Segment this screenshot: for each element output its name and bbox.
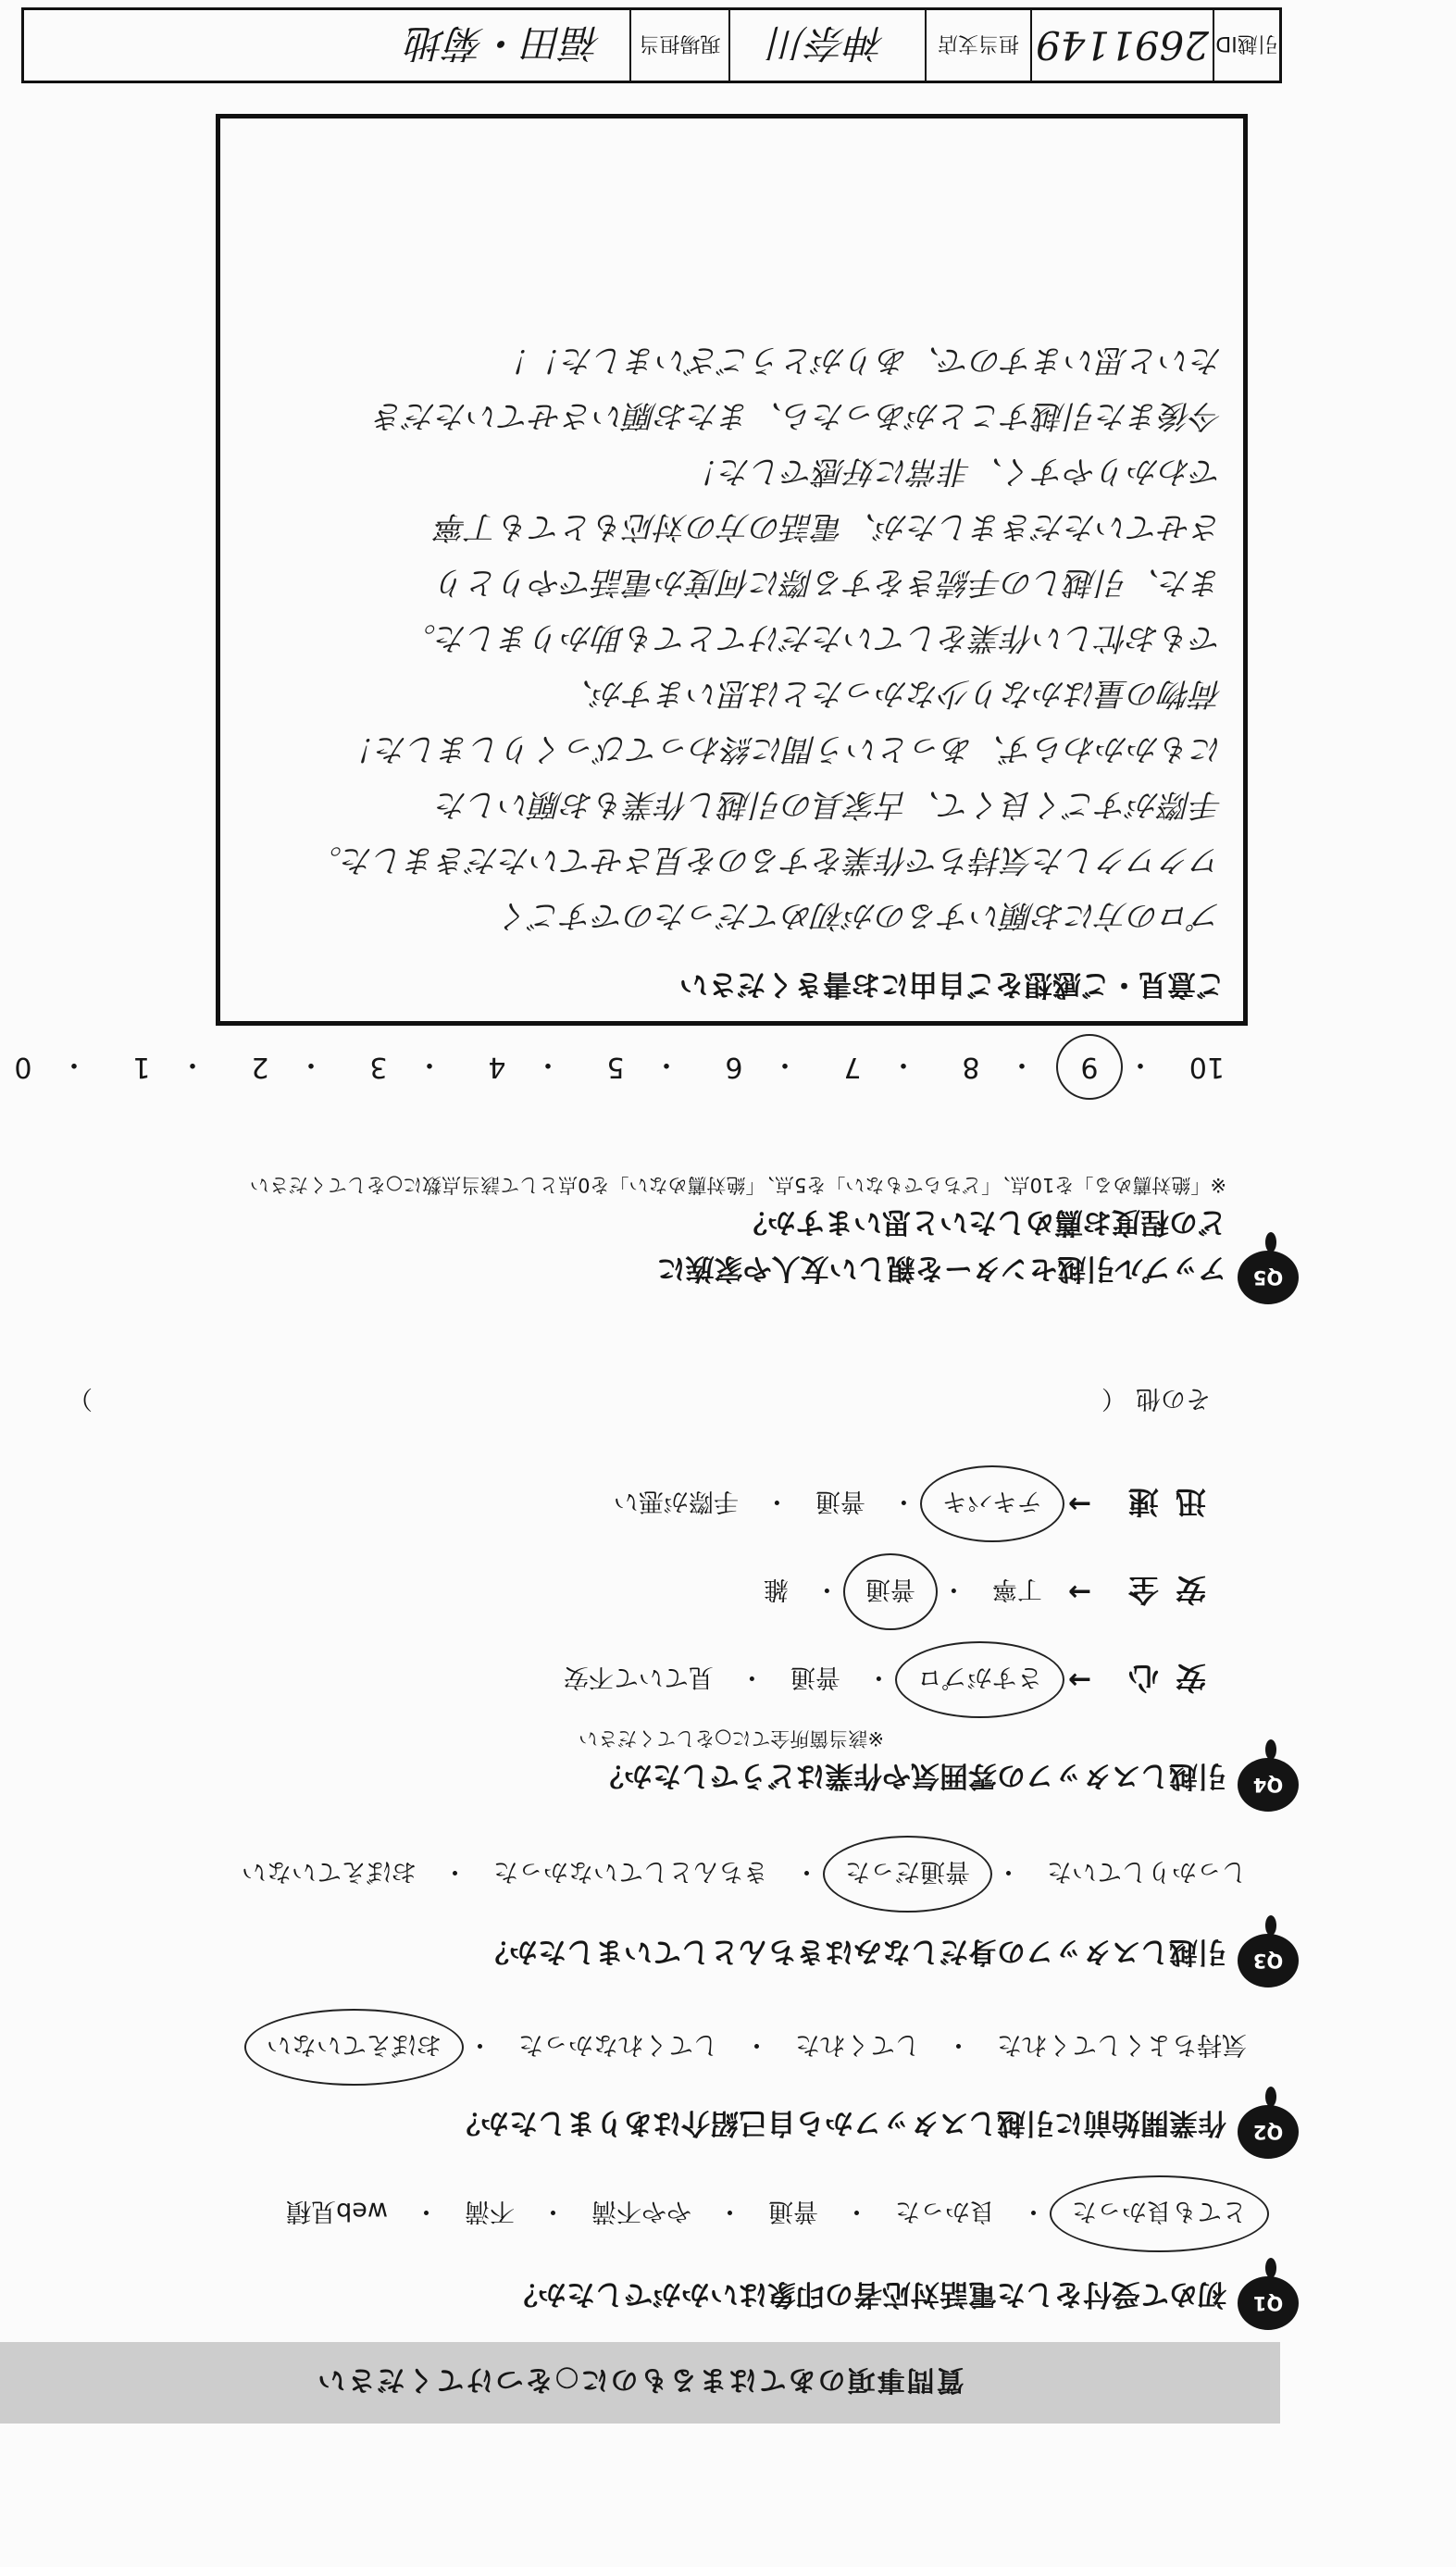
- q5-score-9[interactable]: 9: [1073, 1052, 1106, 1084]
- arrow-right-icon: →: [1067, 1576, 1091, 1608]
- handwritten-comment: [237, 332, 1223, 943]
- q4-note: ※該当箇所全てに○をしてください: [579, 1727, 884, 1750]
- q5-score-1[interactable]: 1: [132, 1051, 151, 1084]
- comment-line: また、引越しの手続きをする際に何度か電話でやりとり: [436, 564, 1223, 601]
- move-id-label: 引越ID: [1213, 10, 1279, 81]
- q3-options: しっかりしていた ・ 普通だった ・ きちんとしていなかった ・ おぼえていない: [236, 1852, 1252, 1896]
- arrow-right-icon: →: [1067, 1488, 1091, 1520]
- comment-line: たいと思いますので、ありがとうございました！！: [499, 342, 1223, 379]
- q5-score-4[interactable]: 4: [488, 1051, 506, 1084]
- q5-scale: 10 ・ 9 ・ 8 ・ 7 ・ 6 ・ 5 ・ 4 ・ 3 ・ 2 ・ 1 ・ 0: [6, 1047, 1225, 1088]
- q3-text: 引越しスタッフの身だしなみはきちんとしていましたか？: [480, 1935, 1226, 1968]
- comment-line: させていただきましたが、電話の方の対応もとても丁寧: [436, 508, 1223, 545]
- q5-score-6[interactable]: 6: [725, 1051, 743, 1084]
- comment-line: 手際がすごく良くて、古家具の引越し作業もお願いした: [436, 786, 1223, 823]
- question-1: [509, 2271, 1284, 2317]
- q4-badge: Q4: [1238, 1758, 1299, 1812]
- comment-line: にもかかわらず、あっという間に終わってびっくりしました！: [344, 730, 1223, 767]
- q4-safety-option-normal[interactable]: 普通: [860, 1570, 921, 1614]
- q4-row-safety: 安全 → 丁寧 ・ 普通 ・ 雑: [758, 1570, 1206, 1614]
- q4-other-input[interactable]: [102, 1383, 1092, 1419]
- q4-speed-option-clumsy[interactable]: 手際が悪い: [613, 1487, 739, 1515]
- question-2: [452, 2100, 1284, 2146]
- comment-line: でわかりやすく、非常に好感でした！: [688, 453, 1223, 490]
- arrow-right-icon: →: [1067, 1664, 1091, 1696]
- q5-score-0[interactable]: 0: [14, 1051, 32, 1084]
- q4-row-label-relief: 安心: [1112, 1660, 1206, 1696]
- q1-option-good[interactable]: 良かった: [895, 2197, 995, 2225]
- q5-score-3[interactable]: 3: [369, 1051, 388, 1084]
- q2-options: 気持ちよくしてくれた ・ してくれた ・ してくれなかった ・ おぼえていない: [261, 2025, 1252, 2069]
- q1-option-normal[interactable]: 普通: [768, 2197, 818, 2225]
- id-strip: [21, 7, 1282, 83]
- q4-safety-option-rough[interactable]: 雑: [763, 1575, 789, 1603]
- q3-option-neat[interactable]: しっかりしていた: [1047, 1857, 1247, 1886]
- q5-score-7[interactable]: 7: [843, 1051, 862, 1084]
- q3-badge: Q3: [1238, 1934, 1299, 1988]
- q5-score-8[interactable]: 8: [962, 1051, 980, 1084]
- q5-note: ※「絶対薦める」を10点、「どちらでもない」を5点、「絶対薦めない」を0点として該当点数に○をしてください: [249, 1174, 1226, 1196]
- q1-text: 初めて受付をした電話対応者の印象はいかがでしたか？: [509, 2277, 1226, 2311]
- q5-score-2[interactable]: 2: [251, 1051, 269, 1084]
- q4-other-label: その他: [1136, 1384, 1211, 1413]
- q4-relief-option-pro[interactable]: さすがプロ: [912, 1658, 1048, 1701]
- q1-badge: Q1: [1238, 2276, 1299, 2330]
- q4-relief-option-normal[interactable]: 普通: [790, 1663, 840, 1691]
- question-3: [480, 1928, 1284, 1975]
- move-id-value: 2691149: [1030, 10, 1213, 81]
- q4-row-relief: 安心 → さすがプロ ・ 普通 ・ 見ていて不安: [558, 1658, 1206, 1701]
- comment-line: 今後また引越すことがあったら、またお願いさせていただき: [373, 397, 1223, 434]
- comment-line: プロの方にお願いするのが初めてだったのですごく: [499, 897, 1223, 934]
- q3-option-not-neat[interactable]: きちんとしていなかった: [493, 1857, 768, 1886]
- q4-speed-option-normal[interactable]: 普通: [815, 1487, 865, 1515]
- q4-row-label-safety: 安全: [1112, 1572, 1206, 1608]
- q1-option-very-good[interactable]: とても良かった: [1066, 2192, 1252, 2236]
- q4-other-close-paren: ）: [68, 1384, 93, 1413]
- q5-text-line-2: どの程度お薦めしたいと思いますか？: [739, 1205, 1226, 1239]
- comment-box[interactable]: [216, 114, 1248, 1026]
- question-5: [249, 1171, 1284, 1291]
- q2-option-dont-remember[interactable]: おぼえていない: [261, 2025, 447, 2069]
- q3-option-dont-remember[interactable]: おぼえていない: [242, 1857, 417, 1886]
- q4-row-speed: 迅速 → テキパキ ・ 普通 ・ 手際が悪い: [608, 1482, 1206, 1526]
- q2-text: 作業開始前に引越しスタッフから自己紹介はありましたか？: [452, 2106, 1226, 2139]
- leader-value: 福田・菊地: [406, 20, 602, 66]
- q2-option-did-not[interactable]: してくれなかった: [518, 2030, 718, 2059]
- comment-title: ご意見・ご感想をご自由にお書きください: [679, 967, 1225, 1001]
- q4-text: 引越しスタッフの雰囲気や作業はどうでしたか？: [595, 1759, 1226, 1792]
- q4-relief-option-anxious[interactable]: 見ていて不安: [563, 1663, 714, 1691]
- q4-speed-option-quick[interactable]: テキパキ: [937, 1482, 1048, 1526]
- q5-badge: Q5: [1238, 1251, 1299, 1304]
- branch-value: 神奈川: [728, 10, 925, 81]
- leader-label: 現場担当: [629, 10, 728, 81]
- q1-option-slightly-unsatisfied[interactable]: やや不満: [591, 2197, 691, 2225]
- q5-score-5[interactable]: 5: [606, 1051, 625, 1084]
- q2-option-did[interactable]: してくれた: [795, 2030, 920, 2059]
- question-4: [579, 1725, 1284, 1799]
- q4-row-label-speed: 迅速: [1112, 1484, 1206, 1520]
- comment-line: ワクワクした気持ちで作業をするのを見させていただきました。: [310, 841, 1223, 879]
- q2-option-pleasant[interactable]: 気持ちよくしてくれた: [997, 2030, 1247, 2059]
- q1-option-unsatisfied[interactable]: 不満: [465, 2197, 515, 2225]
- q1-option-web-estimate[interactable]: web見積: [286, 2197, 388, 2225]
- q2-badge: Q2: [1238, 2105, 1299, 2159]
- comment-line: でもお忙しい作業をしていただけてとても助かりました。: [404, 619, 1223, 656]
- q5-score-10[interactable]: 10: [1188, 1051, 1225, 1084]
- instruction-banner: 質問事項のあてはまるものに○をつけてください: [0, 2342, 1280, 2424]
- q4-other-open-paren: （: [1101, 1384, 1126, 1413]
- q1-options: とても良かった ・ 良かった ・ 普通 ・ やや不満 ・ 不満 ・ web見積: [280, 2192, 1252, 2236]
- comment-line: 荷物の量はかなり少なかったとは思いますが、: [562, 675, 1223, 712]
- q3-option-normal[interactable]: 普通だった: [840, 1852, 976, 1896]
- branch-label: 担当支店: [925, 10, 1030, 81]
- q4-safety-option-careful[interactable]: 丁寧: [991, 1575, 1042, 1603]
- q4-other: [68, 1383, 1211, 1419]
- q5-text-line-1: アップル引越センターを親しい友人や家族に: [656, 1252, 1226, 1285]
